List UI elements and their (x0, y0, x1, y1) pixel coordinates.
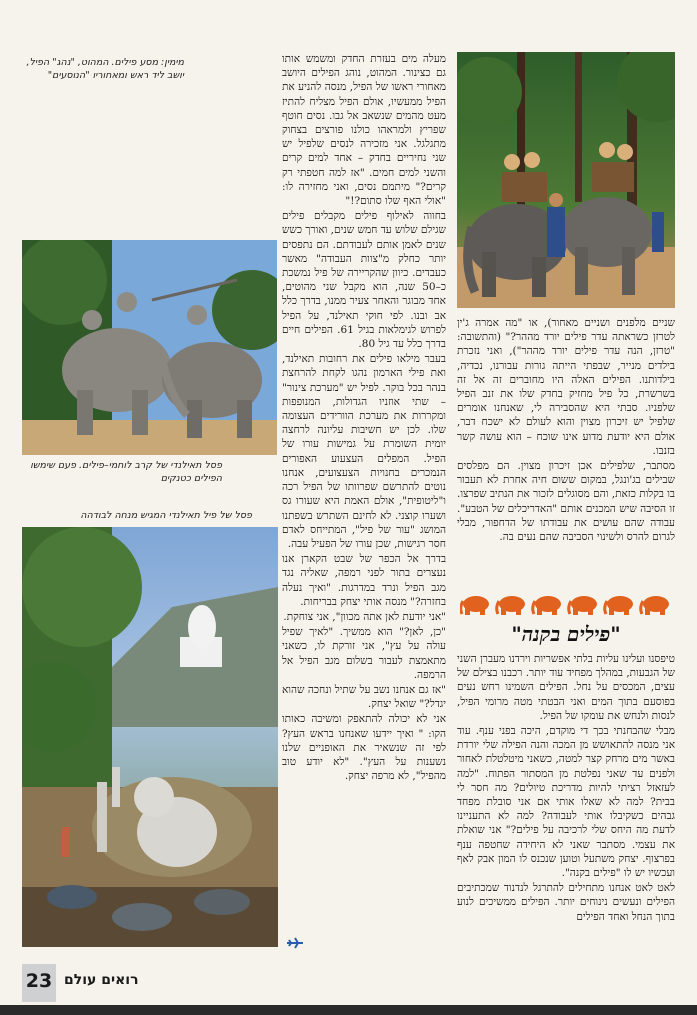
article-column-middle (282, 52, 446, 952)
elephant-trek-photo (457, 52, 675, 308)
page-number: 23 (22, 964, 56, 1002)
bottom-bar (0, 1005, 697, 1015)
elephant-row-icon (460, 594, 674, 616)
buddha-photo-caption: פסל של פיל תאילנדי המגיש מנחה לבודהה (80, 510, 252, 521)
statue-illustration (22, 240, 277, 455)
buddha-illustration (22, 527, 278, 947)
elephant-trek-illustration (457, 52, 675, 308)
paragraph: מעלה מים בעזרת החדק ומשמש אותו גם כצינור. המהוט, נוהג הפילים היושב מאחורי ראשו של הפיל, מנסה להניע את הפיל ממעשיו, אולם הפיל מצליח להתיז מעט מהמים שנשאב אל גבו. נסים חוטף שפריץ ולמראהו כולנו פורצים בצחוק מתגלגל. אני מזכירה לנסים שלפיל יש שני נחיריים בחדק – אחד למים קרים והשני למים חמים. "אז למה חטפתי רק קרים?" מיתמם נסים, ואני מחזירה לו: "אולי האף שלו סתום?!" (282, 53, 446, 208)
paragraph: טיפסנו ועלינו עליות בלתי אפשריות וירדנו מעברן השני של הגבעות, במהלך מפחיד עוד יותר. רכבנו בצילם של עצים, המכסים על נחל. הפילים השמינו רחש נעים בפוסעם בתוך המים ואני הבטתי מטה מרומי הפיל, לנסות ולנחש את עומקו של הפיל. (457, 653, 675, 722)
magazine-name: רואים עולם (64, 972, 139, 988)
paragraph: אני לא יכולה להתאפק ומשיבה כאותו הקו: " ואיך יידעו שאנחנו בראש העץ? לפי זה שנשאיר את האופניים שלנו נשענות על העץ". "לא יודע טוב מהפיל", לא מרפה יצחק. (282, 713, 446, 783)
paragraph: מבלי שהבחנתי בכך די מוקדם, היכה בפני ענף. עוד אני מנסה להתאושש מן המכה והנה הפילה שלי יורדת באשר מים מרחק קצר למטה, כשאני מיטלטלת לאחור ולפנים עד שאני נפלטת מן המסתור הפתוח. "למה לעזאזל רציתי להיות מדריכת טיולים? מה חסר לי בבית? למה לא שאלו אותי אם אני סובלת מפחד גבהים כשקיבלו אותי לעבודה? למה לא התעניינו לדעת מה היחס שלי לרכיבה על פילים?" אני שואלת את עצמי. מסתבר שאני לא היחידה שחטפה ענף בפרצוף. יצחק משתעל וטוען שנכנס לו המון אבק לאף ועכשיו יש לו "פילים בקנה". (457, 725, 675, 880)
elephant-buddha-photo (22, 527, 278, 947)
paragraph: בדרך אל הכפר של שבט הקארן אנו נעצרים בתור לפני רמפה, שאליה נגד מגב הפיל ונרד במדרגות. "ואיך נעלה בחזרה?" מנסה אותי יצחק בבריחות. (282, 553, 446, 608)
airplane-icon (286, 936, 304, 950)
elephant-divider (460, 594, 674, 616)
paragraph: שניים מלפנים ושניים מאחור), או "מה אמרה ג'ין לטרזן כשראתה עדר פילים יורד מההר?" (והתשובה: "טרזן, הנה עדר פילים יורד מההר"), ואני נזכרת בילדים מנייר, שבפתי הייתה גורות עבורנו, נכדיה, בילדותנו. הפילים האלה היו מחוברים זה אל זה בשרשרת, כל פיל מחזיק בחדק שלו את זנב הפיל שלפניו. סבתי היא שהסבירה לי, שאנחנו אומרים שלפיל יש זיכרון מצוין והוא לעולם לא ישכח דבר, אולם היא יודעת מדוע אינו שוכח – הוא עושה קשר בזנבו. (457, 317, 675, 457)
article-column-right-bottom (457, 652, 675, 952)
paragraph: בחווה לאילוף פילים מקבלים פילים שגילם שלוש עד חמש שנים, ואורך כשש שנים לאמן אותם לעבודתם. הם נתפסים יותר כחלק מ"צוות העבודה" מאשר כעבדים. כיוון שהקריירה של פיל נמשכת כ–50 שנה, הוא מקבל שני מהוטים, אחד מבוגר והאחר צעיר ממנו, בדרך כלל אב ובנו. לפי חוקי תאילנד, על הפיל לפרוש לגימלאות בגיל 61. הפילים חיים בדרך כלל עד גיל 80. (282, 210, 446, 351)
warrior-elephant-statue-photo (22, 240, 277, 455)
statue-photo-caption: פסל תאילנדי של קרב לוחמי–פילים. פעם שימשו הפילים כטנקים (30, 460, 222, 484)
end-mark (286, 935, 304, 949)
article-column-right-top (457, 316, 675, 586)
paragraph: "אז גם אנחנו נשב על שתיל ונחכה שהוא יגדל?" שואל יצחק. (282, 683, 446, 711)
section-heading: "פילים בקנה" (511, 622, 621, 646)
paragraph: לאט לאט אנחנו מתחילים להתרגל לנדנוד שמכתיבים הפילים ונעשים נינוחים יותר. הפילים ממשיכים לנוע בתוך הנחל ואחד הפילים (457, 882, 675, 923)
paragraph: "אני יודעת לאן אתה מכוון", אני צוחקת. (283, 610, 446, 623)
paragraph: בעבר מילאו פילים את רחובות תאילנד, ואת פילי הארמון נהגו לקחת להרחצת בנהר בכל בוקר. לפיל יש "מערכת צינור" – שתי אוזניו הגדולות, המנופפות ומקררות את מערכת הוורידים העצומה שלו. לכן יש חשיבות עליונה לרחצה יומית השומרת על גמישות עורו של הפיל. המפלים העצעוע האפורים הנמכרים בחנויות הצעצועים, אנחנו נוטים להתרשם שפרוותו של הפיל רכה ו"ליטופית", אולם האמת היא שעורו גס ושערו קוצני. לא לחינם השתרש בשפתנו המושג "עור של פיל", המתייחס לאדם חסר רגישות, שכן עורו של הפעיל עבה. (282, 353, 446, 550)
trek-photo-caption: מימין: מסע פילים. המהוט, "נהג" הפיל, יושב ליד ראש ומאחוריו "הנוסעים" (26, 57, 184, 81)
paragraph: מסתבר, שלפילים אכן זיכרון מצוין. הם מפלסים שבילים בג'ונגל, במקום ששום חיה אחרת לא תעבור בו בקלות כזאת, והם מסוגלים לזכור את הנתיב שפרצו. זו הסיבה שיש המכנים אותם "האדריכלים של הטבע". עבודה שהם עושים את עבודתו של הדחפור, מבלי לגרום להרס ולשינוי הסביבה שהם נעים בה. (457, 460, 675, 544)
paragraph: "כן, לאן?" הוא ממשיך. "לאיך שפיל עולה על עץ", אני זורקת לו, כשאני מתאמצת לעבור בשלום מגב הפיל אל הרמפה. (282, 626, 446, 681)
